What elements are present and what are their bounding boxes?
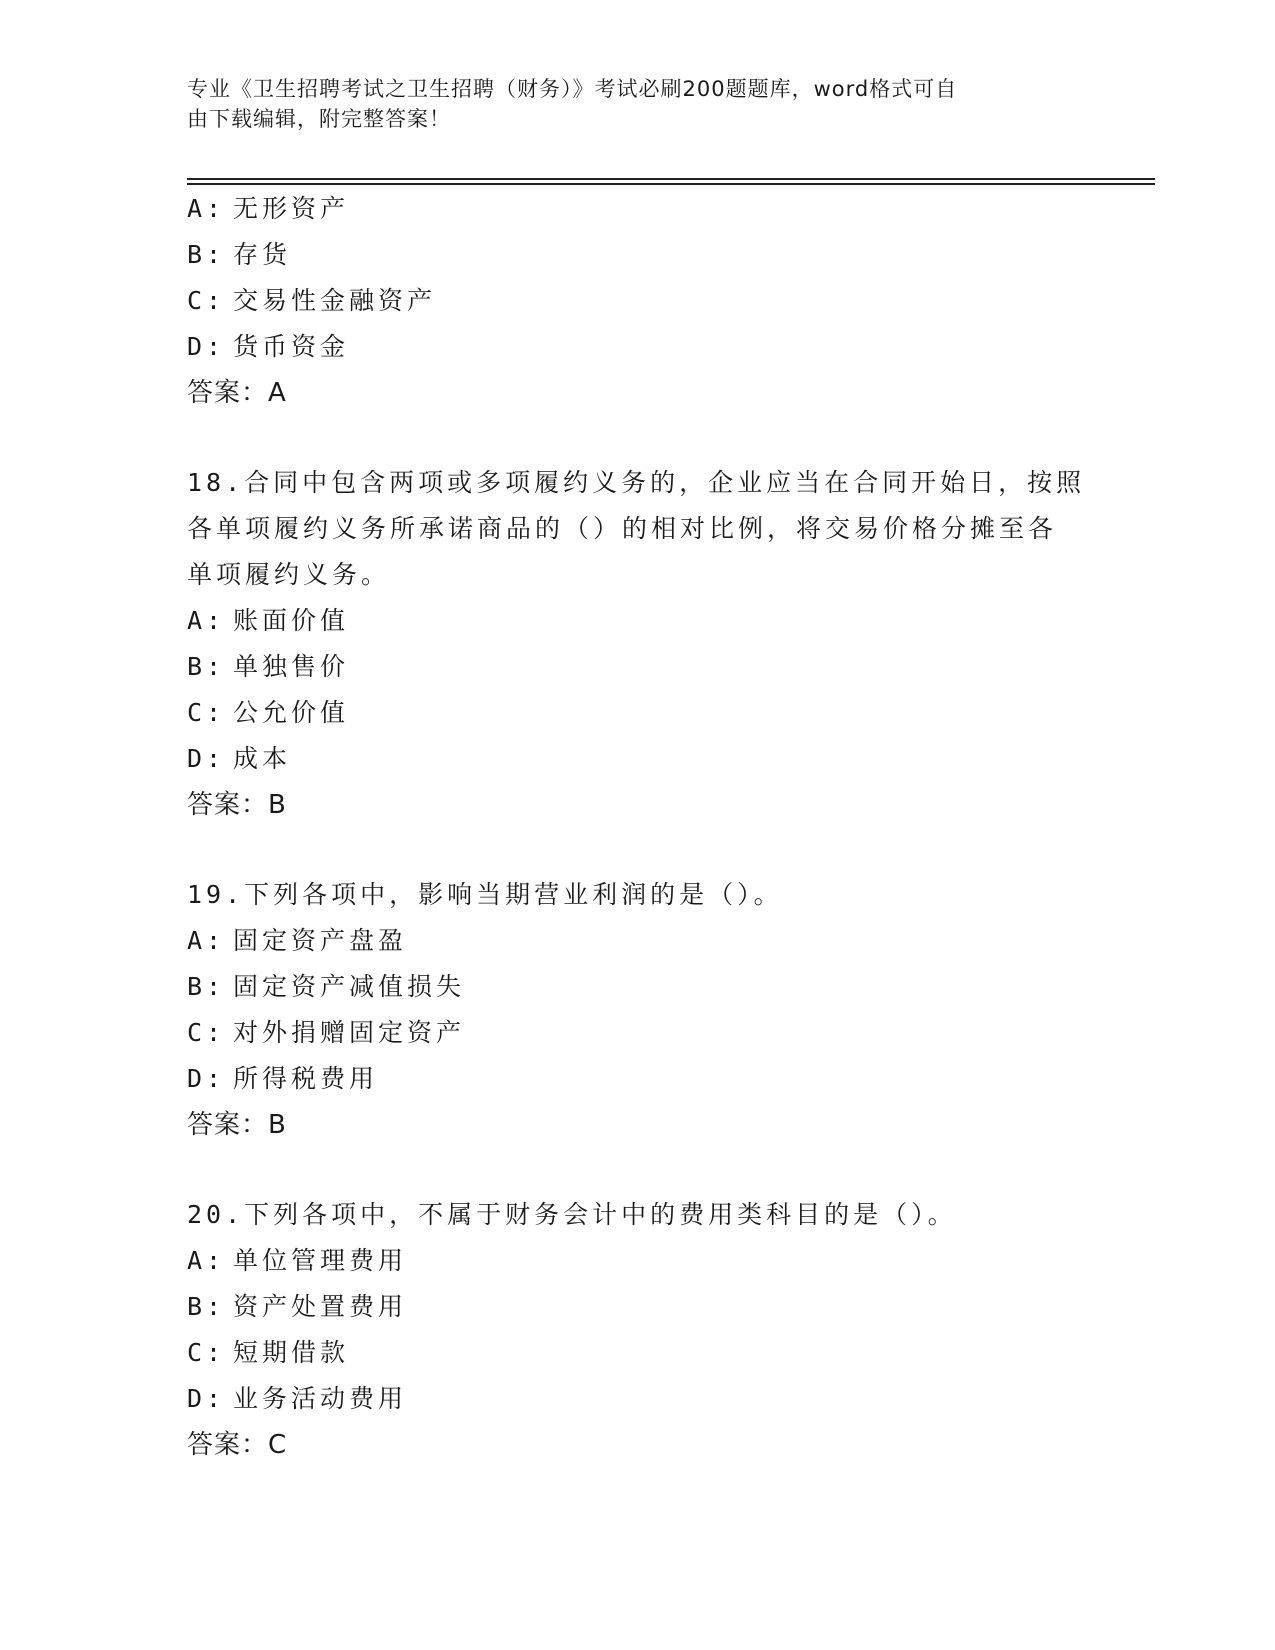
option-text: 资产处置费用 — [233, 1292, 408, 1321]
stem-line: 18.合同中包含两项或多项履约义务的，企业应当在合同开始日，按照 — [187, 468, 1086, 497]
option-letter: D: — [187, 1064, 226, 1093]
option-letter: B: — [187, 972, 226, 1001]
option-letter: D: — [187, 744, 226, 773]
stem-line: 单项履约义务。 — [187, 560, 391, 589]
answer-line: 答案：B — [187, 790, 287, 820]
option-letter: C: — [187, 286, 226, 315]
option-c — [187, 1330, 1155, 1376]
option-text: 对外捐赠固定资产 — [233, 1018, 466, 1047]
option-letter: B: — [187, 240, 226, 269]
header-line-1: 专业《卫生招聘考试之卫生招聘（财务）》考试必刷200题题库，word格式可自 — [187, 77, 958, 101]
option-letter: B: — [187, 1292, 226, 1321]
option-text: 短期借款 — [233, 1338, 350, 1367]
option-letter: A: — [187, 606, 226, 635]
option-a — [187, 186, 1155, 232]
option-b — [187, 1284, 1155, 1330]
option-letter: A: — [187, 1246, 226, 1275]
question-list — [187, 186, 1155, 1468]
header-line-2: 由下载编辑，附完整答案！ — [187, 107, 451, 131]
option-letter: A: — [187, 926, 226, 955]
option-letter: C: — [187, 1018, 226, 1047]
option-text: 单位管理费用 — [233, 1246, 408, 1275]
option-a — [187, 1238, 1155, 1284]
option-d — [187, 324, 1155, 370]
question-stem — [187, 872, 1087, 918]
option-a — [187, 918, 1155, 964]
option-text: 货币资金 — [233, 332, 350, 361]
question-19 — [187, 872, 1155, 1148]
option-text: 固定资产盘盈 — [233, 926, 408, 955]
stem-line: 20.下列各项中，不属于财务会计中的费用类科目的是（）。 — [187, 1200, 957, 1229]
option-text: 业务活动费用 — [233, 1384, 408, 1413]
option-d — [187, 1376, 1155, 1422]
header-divider-top — [187, 178, 1155, 180]
option-text: 固定资产减值损失 — [233, 972, 466, 1001]
option-c — [187, 278, 1155, 324]
option-text: 成本 — [233, 744, 292, 773]
option-d — [187, 1056, 1155, 1102]
question-stem — [187, 460, 1087, 598]
header-divider-bottom — [187, 183, 1155, 185]
option-text: 所得税费用 — [233, 1064, 379, 1093]
answer-line: 答案：C — [187, 1430, 288, 1460]
option-letter: D: — [187, 1384, 226, 1413]
option-text: 账面价值 — [233, 606, 350, 635]
answer-line: 答案：B — [187, 1110, 287, 1140]
answer-line: 答案：A — [187, 378, 287, 408]
option-b — [187, 232, 1155, 278]
option-text: 无形资产 — [233, 194, 350, 223]
stem-line: 19.下列各项中，影响当期营业利润的是（）。 — [187, 880, 783, 909]
option-letter: C: — [187, 698, 226, 727]
question-18 — [187, 460, 1155, 828]
option-letter: C: — [187, 1338, 226, 1367]
option-c — [187, 1010, 1155, 1056]
option-b — [187, 964, 1155, 1010]
option-letter: A: — [187, 194, 226, 223]
question-20 — [187, 1192, 1155, 1468]
option-text: 交易性金融资产 — [233, 286, 437, 315]
document-header — [187, 74, 1067, 134]
option-c — [187, 690, 1155, 736]
option-text: 公允价值 — [233, 698, 350, 727]
question-17 — [187, 186, 1155, 416]
option-a — [187, 598, 1155, 644]
option-b — [187, 644, 1155, 690]
option-d — [187, 736, 1155, 782]
option-text: 存货 — [233, 240, 292, 269]
option-letter: D: — [187, 332, 226, 361]
option-text: 单独售价 — [233, 652, 350, 681]
question-stem — [187, 1192, 1087, 1238]
option-letter: B: — [187, 652, 226, 681]
stem-line: 各单项履约义务所承诺商品的（）的相对比例，将交易价格分摊至各 — [187, 514, 1058, 543]
